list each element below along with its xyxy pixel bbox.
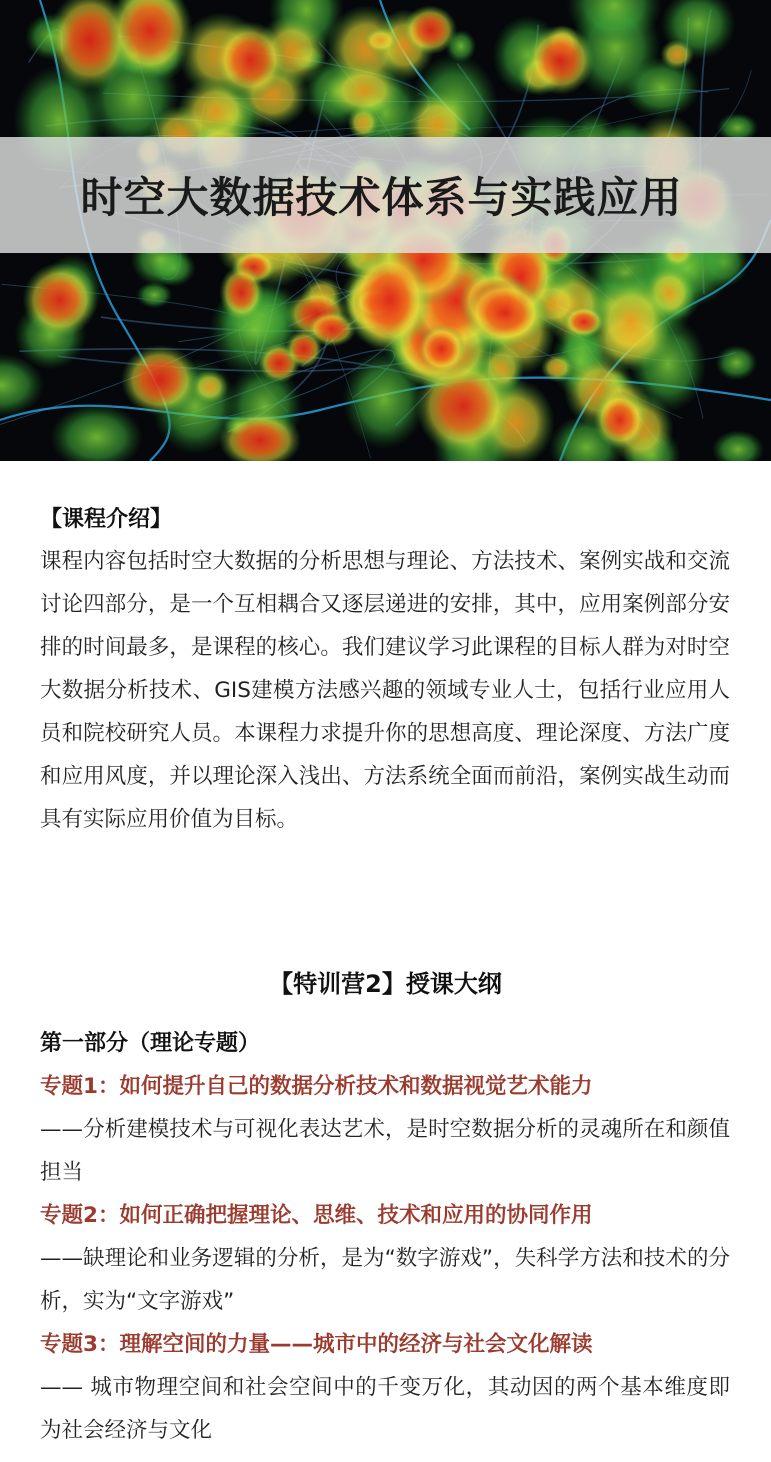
- topic-item: [40, 1323, 730, 1452]
- banner-title-strip: [0, 137, 771, 253]
- heat-blob: [121, 345, 199, 416]
- outline-title: 【特训营2】授课大纲: [269, 970, 502, 998]
- heatmap-banner: [0, 0, 771, 461]
- heat-blob: [325, 63, 403, 119]
- heat-blob: [623, 57, 700, 118]
- heat-blob: [660, 39, 694, 69]
- part-title: 第一部分（理论专题）: [40, 1031, 261, 1056]
- course-intro: [40, 500, 730, 884]
- heat-blob: [464, 279, 546, 346]
- topic-item: [40, 1194, 730, 1323]
- topic-desc: ——缺理论和业务逻辑的分析，是为“数字游戏”，失科学方法和技术的分析，实为“文字游戏”: [40, 1246, 730, 1314]
- heat-blob: [525, 25, 594, 95]
- intro-body: 课程内容包括时空大数据的分析思想与理论、方法技术、案例实战和交流讨论四部分，是一个互相耦合又逐层递进的安排，其中，应用案例部分安排的时间最多，是课程的核心。我们建议学习此课程的目标人群为对时空大数据分析技术、GIS建模方法感兴趣的领域专业人士，包括行业应用人员和院校研究人员。本课程力求提升你的思想高度、理论深度、方法广度和应用风度，并以理论深入浅出、方法系统全面而前沿，案例实战生动而具有实际应用价值为目标。: [40, 549, 730, 832]
- heat-blob: [285, 330, 322, 368]
- heat-blob: [363, 27, 398, 54]
- outline-section: [40, 1022, 730, 1452]
- heat-blob: [593, 391, 646, 450]
- heat-blob: [417, 324, 466, 373]
- topic-desc: —— 城市物理空间和社会空间中的千变万化，其动因的两个基本维度即为社会经济与文化: [40, 1375, 730, 1443]
- heat-blob: [214, 21, 286, 98]
- heat-blob: [219, 265, 264, 321]
- heat-blob: [348, 247, 431, 353]
- topic-title: 专题3：理解空间的力量——城市中的经济与社会文化解读: [40, 1332, 593, 1357]
- heat-blob: [563, 306, 605, 338]
- heat-blob: [712, 430, 764, 461]
- banner-title: 时空大数据技术体系与实践应用: [80, 173, 683, 222]
- topic-title: 专题1：如何提升自己的数据分析技术和数据视觉艺术能力: [40, 1074, 593, 1099]
- heat-blob: [715, 345, 757, 380]
- intro-heading: 【课程介绍】: [40, 507, 173, 532]
- topic-item: [40, 1065, 730, 1194]
- heat-blob: [403, 5, 457, 55]
- topic-desc: ——分析建模技术与可视化表达艺术，是时空数据分析的灵魂所在和颜值担当: [40, 1117, 730, 1185]
- heat-blob: [22, 262, 97, 337]
- heat-blob: [50, 403, 143, 461]
- topic-title: 专题2：如何正确把握理论、思维、技术和应用的协同作用: [40, 1203, 593, 1228]
